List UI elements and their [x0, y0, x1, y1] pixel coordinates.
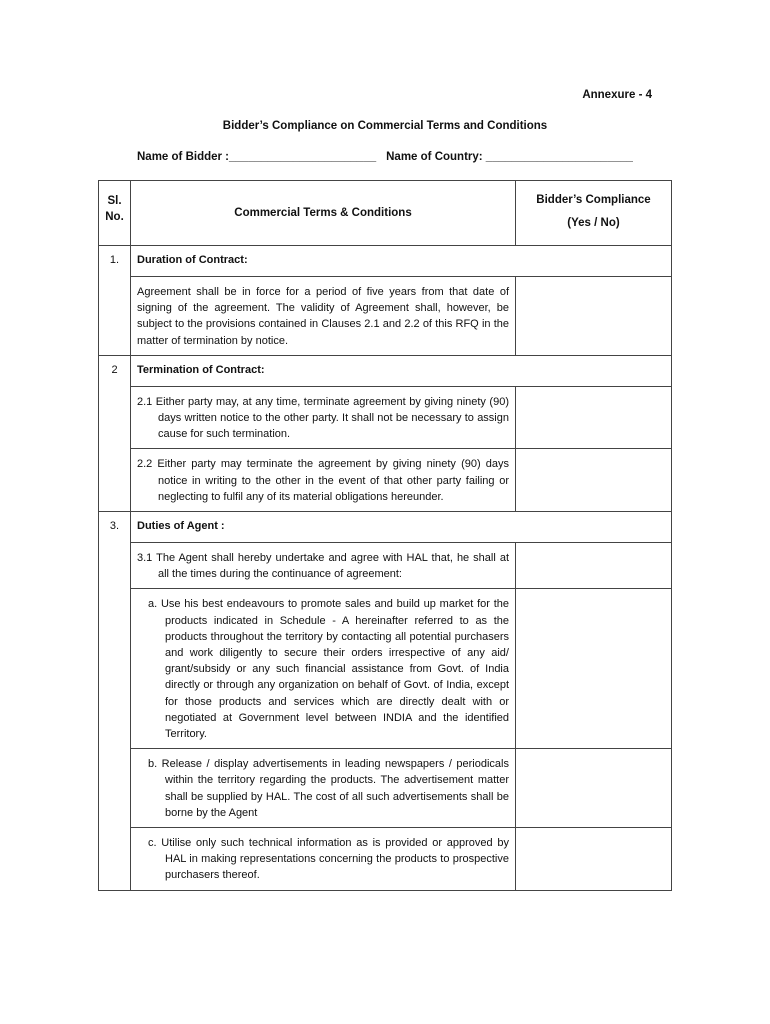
clause-text: Agreement shall be in force for a period of five years from that date of signing of the agreement. The validity of Agreement shall, however, be subject to the provisions contained in Clauses 2.1 and 2.2 of this RFQ in the matter of termination by notice.	[131, 277, 516, 356]
section-heading: Termination of Contract:	[131, 355, 672, 386]
table-row	[99, 449, 672, 512]
row-number-empty	[99, 543, 131, 589]
clause-text: c. Utilise only such technical information as is provided or approved by HAL in making representations concerning the products to prospective purchasers thereof.	[131, 828, 516, 891]
country-name-field: Name of Country: _______________________	[386, 151, 633, 163]
compliance-cell[interactable]	[516, 543, 672, 589]
compliance-cell[interactable]	[516, 749, 672, 828]
row-number-empty	[99, 277, 131, 356]
section-heading: Duties of Agent :	[131, 512, 672, 543]
compliance-cell[interactable]	[516, 589, 672, 749]
compliance-table	[98, 180, 672, 891]
compliance-cell[interactable]	[516, 449, 672, 512]
terms-header: Commercial Terms & Conditions	[131, 181, 516, 246]
table-row	[99, 355, 672, 386]
row-number: 1.	[99, 246, 131, 277]
row-number-empty	[99, 589, 131, 749]
table-row	[99, 277, 672, 356]
sl-header-text: Sl.	[107, 195, 122, 207]
bidder-details-line	[137, 151, 633, 163]
annexure-label: Annexure - 4	[582, 89, 652, 101]
table-row	[99, 543, 672, 589]
section-heading: Duration of Contract:	[131, 246, 672, 277]
row-number-empty	[99, 828, 131, 891]
table-row	[99, 386, 672, 449]
compliance-cell[interactable]	[516, 277, 672, 356]
table-row	[99, 512, 672, 543]
compliance-cell[interactable]	[516, 828, 672, 891]
clause-text: a. Use his best endeavours to promote sales and build up market for the products indicated in Schedule - A hereinafter referred to as the products throughout the territory by contacting all potential purchasers and work diligently to secure their orders irrespective of any aid/ grant/subsidy or any such financial assistance from Govt. of India directly or through any organization on behalf of Govt. of India, except for those products and services which are directly dealt with or negotiated at Government level between INDIA and the identified Territory.	[131, 589, 516, 749]
table-row	[99, 828, 672, 891]
row-number-empty	[99, 749, 131, 828]
page-title: Bidder’s Compliance on Commercial Terms and Conditions	[222, 120, 548, 132]
clause-text: b. Release / display advertisements in leading newspapers / periodicals within the territory regarding the products. The advertisement matter shall be supplied by HAL. The cost of all such advertisements shall be borne by the Agent	[131, 749, 516, 828]
no-header-text: No.	[105, 211, 124, 223]
row-number: 2	[99, 355, 131, 386]
clause-text: 3.1 The Agent shall hereby undertake and agree with HAL that, he shall at all the times during the continuance of agreement:	[131, 543, 516, 589]
yes-no-header-text: (Yes / No)	[567, 217, 620, 229]
row-number-empty	[99, 449, 131, 512]
table-header-row	[99, 181, 672, 246]
compliance-cell[interactable]	[516, 386, 672, 449]
table-row	[99, 749, 672, 828]
sl-no-header	[99, 181, 131, 246]
row-number: 3.	[99, 512, 131, 543]
clause-text: 2.1 Either party may, at any time, terminate agreement by giving ninety (90) days written notice to the other party. It shall not be necessary to assign cause for such termination.	[131, 386, 516, 449]
bidder-name-field: Name of Bidder :_______________________	[137, 151, 377, 163]
table-row	[99, 589, 672, 749]
table-row	[99, 246, 672, 277]
compliance-header	[516, 181, 672, 246]
clause-text: 2.2 Either party may terminate the agreement by giving ninety (90) days notice in writing to the other in the event of that other party failing or neglecting to fulfil any of its material obligations hereunder.	[131, 449, 516, 512]
row-number-empty	[99, 386, 131, 449]
compliance-header-text: Bidder’s Compliance	[536, 194, 651, 206]
